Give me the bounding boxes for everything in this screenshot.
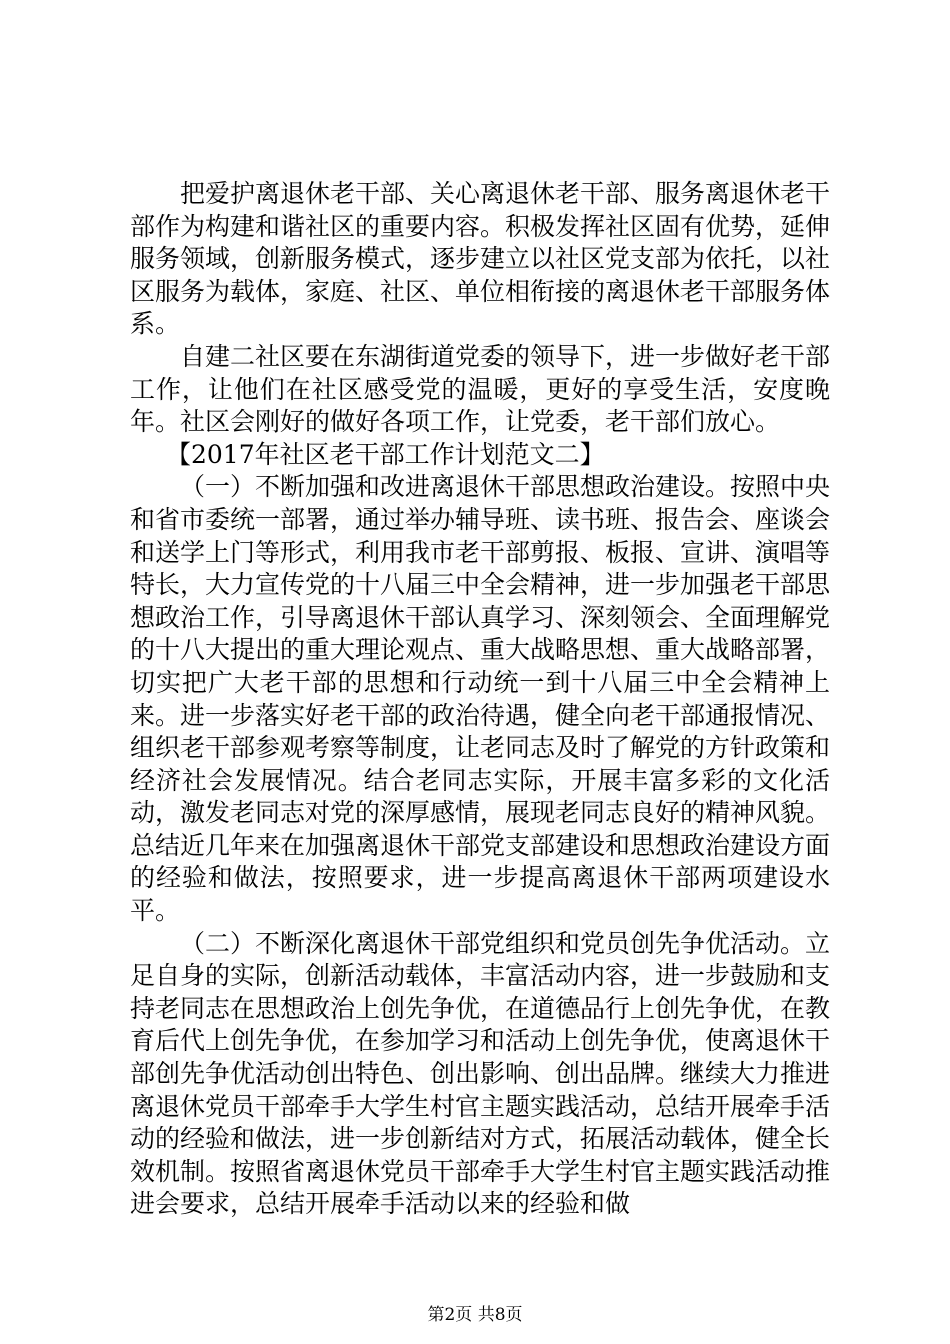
paragraph-item-one: （一）不断加强和改进离退休干部思想政治建设。按照中央和省市委统一部署，通过举办辅导班、读书班、报告会、座谈会和送学上门等形式，利用我市老干部剪报、板报、宣讲、演唱等特长，大力宣传党的十八届三中全会精神，进一步加强老干部思想政治工作，引导离退休干部认真学习、深刻领会、全面理解党的十八大提出的重大理论观点、重大战略思想、重大战略部署，切实把广大老干部的思想和行动统一到十八届三中全会精神上来。进一步落实好老干部的政治待遇，健全向老干部通报情况、组织老干部参观考察等制度，让老同志及时了解党的方针政策和经济社会发展情况。结合老同志实际，开展丰富多彩的文化活动，激发老同志对党的深厚感情，展现老同志良好的精神风貌。总结近几年来在加强离退休干部党支部建设和思想政治建设方面的经验和做法，按照要求，进一步提高离退休干部两项建设水平。 xyxy=(130,472,831,926)
paragraph-item-two: （二）不断深化离退休干部党组织和党员创先争优活动。立足自身的实际，创新活动载体，丰富活动内容，进一步鼓励和支持老同志在思想政治上创先争优，在道德品行上创先争优，在教育后代上创先争优，在参加学习和活动上创先争优，使离退休干部创先争优活动创出特色、创出影响、创出品牌。继续大力推进离退休党员干部牵手大学生村官主题实践活动，总结开展牵手活动的经验和做法，进一步创新结对方式，拓展活动载体，健全长效机制。按照省离退休党员干部牵手大学生村官主题实践活动推进会要求，总结开展牵手活动以来的经验和做 xyxy=(130,928,831,1219)
document-body xyxy=(130,178,830,1221)
paragraph-community: 自建二社区要在东湖街道党委的领导下，进一步做好老干部工作，让他们在社区感受党的温暖，更好的享受生活，安度晚年。社区会刚好的做好各项工作，让党委，老干部们放心。 xyxy=(130,341,831,437)
section-heading: 【2017年社区老干部工作计划范文二】 xyxy=(166,439,605,469)
paragraph-intro: 把爱护离退休老干部、关心离退休老干部、服务离退休老干部作为构建和谐社区的重要内容。积极发挥社区固有优势，延伸服务领域，创新服务模式，逐步建立以社区党支部为依托，以社区服务为载体，家庭、社区、单位相衔接的离退休老干部服务体系。 xyxy=(130,179,831,339)
page-number: 第2页 共8页 xyxy=(427,1305,523,1325)
